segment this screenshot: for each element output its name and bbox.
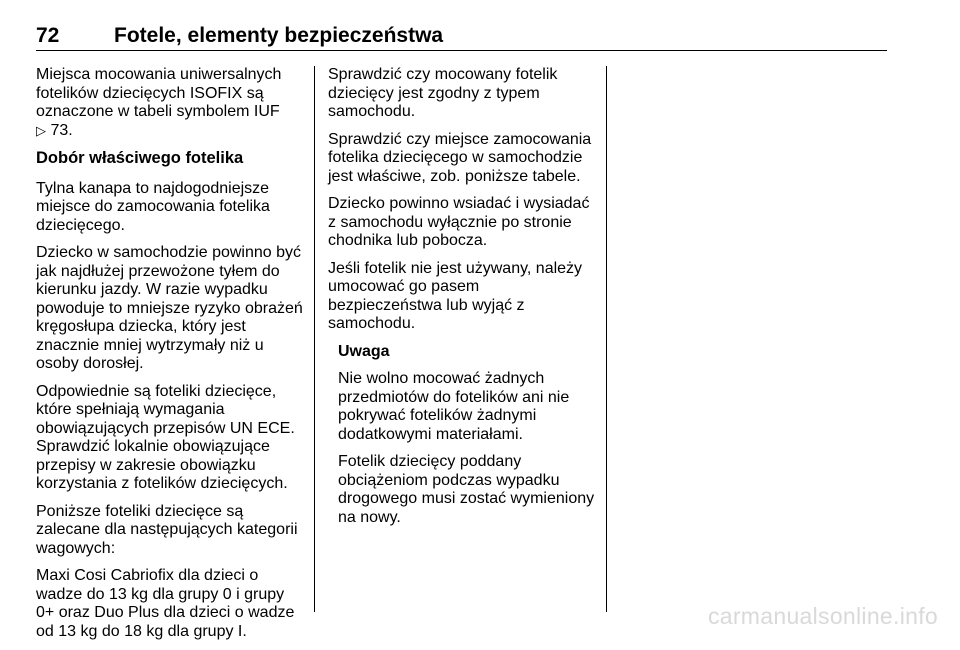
header-divider	[36, 50, 887, 51]
note-paragraph: Nie wolno mocować żadnych przedmiotów do fotelików ani nie pokrywać fotelików żadnymi dodatkowymi materiałami.	[338, 370, 570, 443]
paragraph: Jeśli fotelik nie jest używany, należy umocować go pasem bezpieczeństwa lub wyjąć z samochodu.	[328, 259, 583, 332]
note-paragraph: Fotelik dziecięcy poddany obciążeniom podczas wypadku drogowego musi zostać wymieniony na nowy.	[338, 453, 595, 526]
page-reference-icon: ▷	[36, 122, 46, 138]
paragraph: Maxi Cosi Cabriofix dla dzieci o wadze do 13 kg dla grupy 0 i grupy 0+ oraz Duo Plus dla dzieci o wadze od 13 kg do 18 kg dla grupy I.	[36, 567, 295, 640]
intro-page-ref[interactable]: 73.	[50, 121, 73, 139]
note-box	[338, 343, 596, 528]
intro-paragraph	[36, 66, 306, 140]
page-number: 72	[36, 24, 60, 47]
column-left	[36, 66, 306, 650]
paragraph: Sprawdzić czy mocowany fotelik dziecięcy jest zgodny z typem samochodu.	[328, 66, 558, 120]
column-middle	[328, 66, 596, 536]
paragraph: Poniższe foteliki dziecięce są zalecane dla następujących kategorii wagowych:	[36, 502, 298, 557]
paragraph: Dziecko w samochodzie powinno być jak najdłużej przewożone tyłem do kierunku jazdy. W razie wypadku powoduje to mniejsze ryzyko obrażeń kręgosłupa dziecka, który jest znacznie mniej wytrzymały niż u osoby dorosłej.	[36, 244, 303, 372]
chapter-title: Fotele, elementy bezpieczeństwa	[114, 24, 444, 47]
paragraph: Odpowiednie są foteliki dziecięce, które spełniają wymagania obowiązujących przepisów UN ECE. Sprawdzić lokalnie obowiązujące przepisy w zakresie obowiązku korzystania z fotelików dziecięcych.	[36, 382, 295, 492]
intro-text: Miejsca mocowania uniwersalnych fotelików dziecięcych ISOFIX są oznaczone w tabeli symbolem IUF	[36, 66, 282, 120]
note-title: Uwaga	[338, 342, 390, 360]
paragraph: Tylna kanapa to najdogodniejsze miejsce do zamocowania fotelika dziecięcego.	[36, 179, 270, 234]
watermark: carmanualsonline.info	[707, 603, 938, 629]
column-divider	[314, 66, 315, 612]
paragraph: Sprawdzić czy miejsce zamocowania fotelika dziecięcego w samochodzie jest właściwe, zob. poniższe tabele.	[328, 130, 592, 185]
column-divider	[606, 66, 607, 612]
paragraph: Dziecko powinno wsiadać i wysiadać z samochodu wyłącznie po stronie chodnika lub pobocza.	[328, 195, 590, 249]
section-heading: Dobór właściwego fotelika	[36, 149, 244, 167]
page-header	[36, 24, 887, 52]
